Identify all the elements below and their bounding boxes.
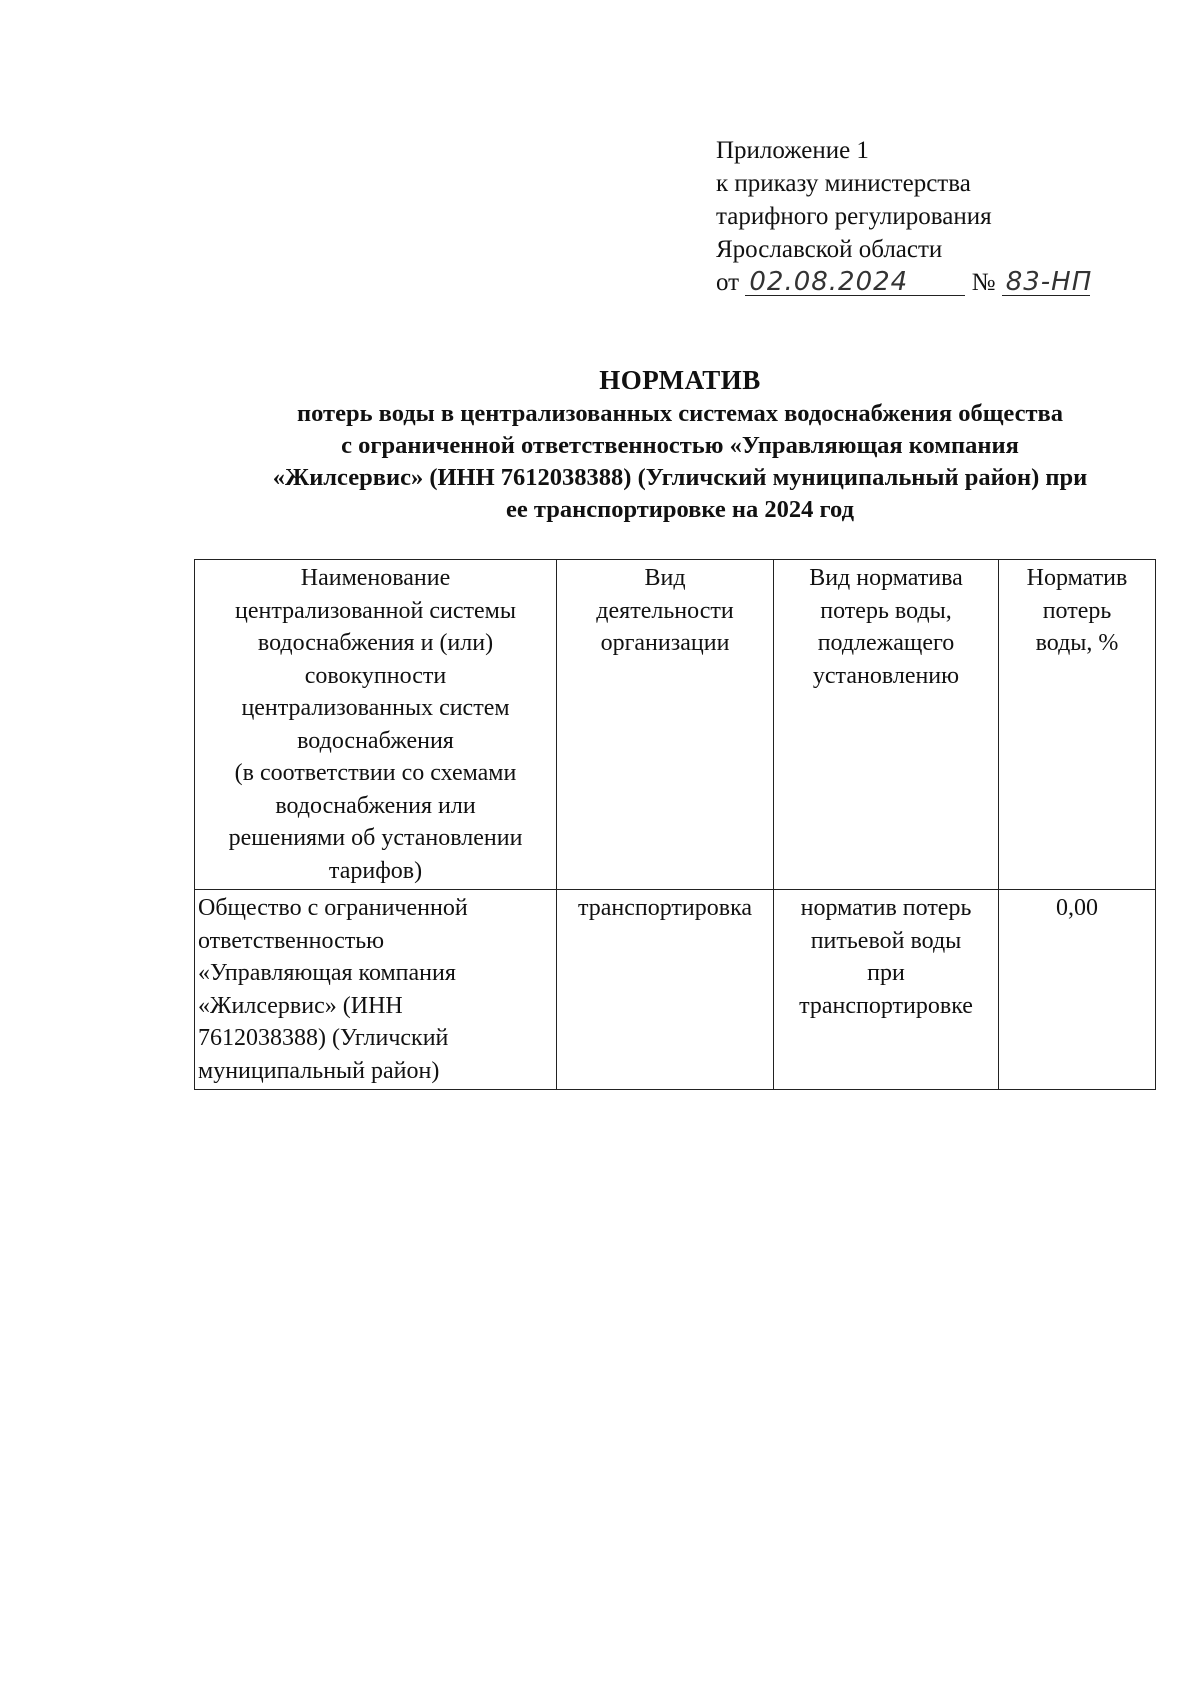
header-text-line: решениями об установлении bbox=[228, 825, 523, 851]
document-heading bbox=[190, 362, 1170, 526]
cell-text-line: ответственностью bbox=[198, 927, 385, 954]
subtitle-line: «Жилсервис» (ИНН 7612038388) (Угличский муниципальный район) при bbox=[272, 464, 1088, 491]
cell-text-line: «Управляющая компания bbox=[198, 960, 456, 986]
header-text-line: подлежащего bbox=[817, 630, 955, 656]
document-title: НОРМАТИВ bbox=[599, 365, 761, 395]
header-text-line: водоснабжения или bbox=[275, 792, 476, 819]
cell-text-line: при bbox=[867, 960, 905, 986]
document-subtitle bbox=[190, 398, 1170, 526]
appendix-line-4: Ярославской области bbox=[716, 236, 943, 263]
header-text-line: водоснабжения bbox=[297, 727, 454, 754]
handwritten-number: 83-НП bbox=[1002, 269, 1090, 296]
subtitle-line: с ограниченной ответственностью «Управляющая компания bbox=[341, 432, 1019, 459]
cell-text-line: «Жилсервис» (ИНН bbox=[198, 992, 403, 1019]
cell-norm-value bbox=[999, 890, 1156, 1090]
header-text-line: организации bbox=[600, 630, 730, 656]
header-text-line: тарифов) bbox=[328, 857, 423, 884]
cell-activity bbox=[557, 890, 774, 1090]
appendix-line-3: тарифного регулирования bbox=[716, 203, 992, 230]
date-prefix: от bbox=[716, 269, 740, 296]
cell-text-line: Общество с ограниченной bbox=[198, 895, 468, 921]
header-text-line: воды, % bbox=[1035, 630, 1119, 656]
header-text-line: централизованных систем bbox=[241, 695, 510, 721]
header-system-name bbox=[195, 560, 557, 890]
header-text-line: совокупности bbox=[304, 662, 447, 689]
header-text-line: потерь воды, bbox=[820, 597, 952, 624]
number-prefix: № bbox=[971, 269, 996, 296]
header-text-line: потерь bbox=[1042, 597, 1112, 624]
handwritten-date: 02.08.2024 bbox=[745, 269, 965, 296]
header-text-line: Норматив bbox=[1026, 565, 1128, 591]
cell-text-line: транспортировка bbox=[577, 895, 753, 921]
header-text-line: Вид норматива bbox=[809, 565, 963, 591]
appendix-date-row bbox=[716, 266, 1093, 299]
header-text-line: (в соответствии со схемами bbox=[234, 760, 517, 786]
appendix-line-2: к приказу министерства bbox=[716, 170, 971, 197]
cell-norm-type bbox=[774, 890, 999, 1090]
header-activity bbox=[557, 560, 774, 890]
cell-text-line: транспортировке bbox=[799, 992, 973, 1019]
cell-text-line: муниципальный район) bbox=[198, 1057, 440, 1084]
appendix-block bbox=[716, 134, 1093, 299]
table-header-row bbox=[195, 560, 1156, 890]
cell-text-line: 0,00 bbox=[1056, 895, 1098, 921]
cell-text-line: норматив потерь bbox=[800, 895, 972, 921]
header-text-line: водоснабжения и (или) bbox=[257, 630, 494, 656]
header-norm-value bbox=[999, 560, 1156, 890]
table-row bbox=[195, 890, 1156, 1090]
header-text-line: Вид bbox=[644, 565, 686, 591]
subtitle-line: ее транспортировке на 2024 год bbox=[506, 496, 854, 523]
norm-table bbox=[194, 559, 1156, 1090]
header-norm-type bbox=[774, 560, 999, 890]
cell-system-name bbox=[195, 890, 557, 1090]
header-text-line: Наименование bbox=[300, 565, 451, 591]
cell-text-line: питьевой воды bbox=[810, 927, 962, 954]
subtitle-line: потерь воды в централизованных системах водоснабжения общества bbox=[297, 400, 1063, 427]
appendix-line-1: Приложение 1 bbox=[716, 137, 869, 164]
cell-text-line: 7612038388) (Угличский bbox=[198, 1025, 449, 1051]
header-text-line: централизованной системы bbox=[235, 597, 516, 624]
header-text-line: установлению bbox=[812, 662, 960, 689]
header-text-line: деятельности bbox=[596, 597, 734, 624]
